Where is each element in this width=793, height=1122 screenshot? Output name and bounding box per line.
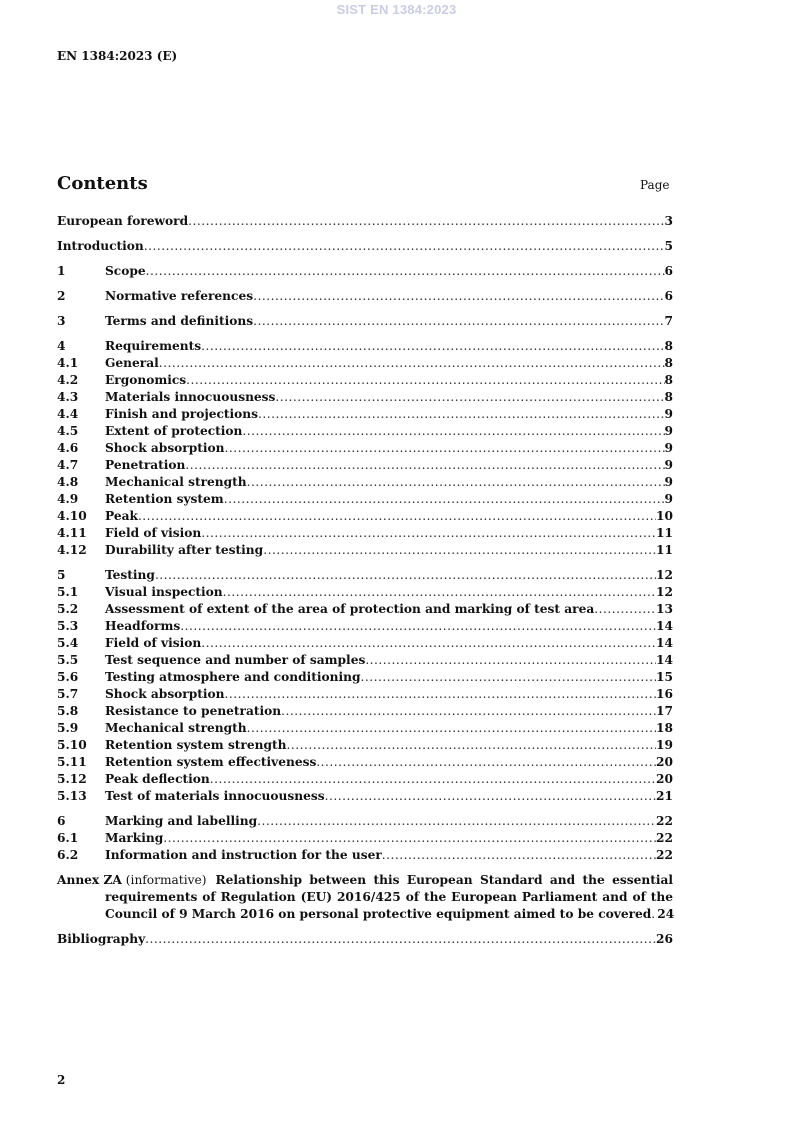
page-column-header: Page (640, 178, 670, 192)
toc-entry[interactable] (57, 720, 673, 737)
toc-entry-number: 5.5 (57, 653, 79, 667)
annex-informative: (informative) (125, 873, 207, 887)
toc-leader-dots (382, 847, 656, 864)
toc-entry-page: 22 (656, 848, 673, 862)
toc-entry[interactable] (57, 525, 673, 542)
toc-leader-dots (275, 389, 664, 406)
toc-leader-dots (223, 584, 656, 601)
toc-entry[interactable] (57, 584, 673, 601)
toc-leader-dots (325, 788, 656, 805)
toc-leader-dots (365, 652, 656, 669)
toc-entry-page: 9 (664, 407, 673, 421)
toc-entry-number: 4 (57, 339, 66, 353)
toc-leader-dots (281, 703, 656, 720)
toc-entry[interactable] (57, 213, 673, 230)
toc-entry[interactable] (57, 440, 673, 457)
toc-entry-page: 8 (664, 390, 673, 404)
toc-entry[interactable] (57, 288, 673, 305)
toc-leader-dots (159, 355, 665, 372)
toc-entry-page: 18 (656, 721, 673, 735)
toc-entry[interactable] (57, 703, 673, 720)
toc-leader-dots (224, 491, 665, 508)
toc-entry-title: Requirements (105, 339, 202, 353)
toc-entry-number: 5.6 (57, 670, 79, 684)
toc-entry-title: Peak deflection (105, 772, 210, 786)
toc-entry-title: Finish and projections (105, 407, 259, 421)
toc-entry-number: 5.3 (57, 619, 79, 633)
toc-leader-dots (253, 313, 664, 330)
toc-leader-dots (594, 601, 656, 618)
toc-entry-number: 6 (57, 814, 66, 828)
toc-entry-page: 20 (656, 755, 673, 769)
toc-entry-number: 5.11 (57, 755, 87, 769)
toc-entry[interactable] (57, 669, 673, 686)
toc-entry-page: 20 (656, 772, 673, 786)
toc-entry[interactable] (57, 652, 673, 669)
toc-entry-page: 21 (656, 789, 673, 803)
toc-entry-page: 9 (664, 475, 673, 489)
toc-entry-page: 19 (656, 738, 673, 752)
toc-entry-page: 10 (656, 509, 673, 523)
toc-entry-title: Penetration (105, 458, 186, 472)
toc-entry[interactable] (57, 313, 673, 330)
toc-entry[interactable] (57, 338, 673, 355)
toc-entry-title: Mechanical strength (105, 721, 247, 735)
toc-entry-title: Peak (105, 509, 138, 523)
toc-entry-title: Retention system (105, 492, 224, 506)
toc-leader-dots (247, 474, 665, 491)
toc-entry-title: Normative references (105, 289, 254, 303)
toc-entry-title: Durability after testing (105, 543, 264, 557)
toc-leader-dots (242, 423, 664, 440)
toc-entry-number: 1 (57, 264, 66, 278)
toc-entry-title: Resistance to penetration (105, 704, 282, 718)
toc-entry-page: 11 (656, 526, 673, 540)
toc-entry[interactable] (57, 389, 673, 406)
toc-entry-number: 4.4 (57, 407, 79, 421)
toc-entry-number: 4.7 (57, 458, 79, 472)
toc-entry[interactable] (57, 601, 673, 618)
toc-entry-title: Test sequence and number of samples (105, 653, 366, 667)
toc-entry-number: 4.8 (57, 475, 79, 489)
toc-leader-dots (163, 830, 656, 847)
toc-entry-page: 11 (656, 543, 673, 557)
toc-entry-page: 9 (664, 492, 673, 506)
toc-entry-number: 5.2 (57, 602, 79, 616)
toc-entry[interactable] (57, 567, 673, 584)
toc-entry-number: 4.3 (57, 390, 79, 404)
toc-entry-page: 16 (656, 687, 673, 701)
toc-entry-title: Testing (105, 568, 155, 582)
toc-entry-page: 14 (656, 619, 673, 633)
toc-leader-dots (188, 213, 664, 230)
toc-entry-title: Field of vision (105, 526, 202, 540)
toc-entry-number: 6.1 (57, 831, 79, 845)
toc-leader-dots (180, 618, 656, 635)
toc-leader-dots (287, 737, 657, 754)
toc-entry-page: 9 (664, 458, 673, 472)
toc-leader-dots (201, 338, 664, 355)
toc-entry-title: Marking (105, 831, 164, 845)
toc-entry-page: 22 (656, 831, 673, 845)
toc-leader-dots (186, 372, 664, 389)
toc-entry-title: Mechanical strength (105, 475, 247, 489)
toc-entry-title: Assessment of extent of the area of protection and marking of test area (105, 602, 595, 616)
toc-entry-page: 8 (664, 339, 673, 353)
toc-entry[interactable] (57, 737, 673, 754)
toc-entry-number: 4.2 (57, 373, 79, 387)
toc-entry-number: 5.4 (57, 636, 79, 650)
toc-entry-number: 2 (57, 289, 66, 303)
toc-entry-number: 4.5 (57, 424, 79, 438)
toc-entry[interactable] (57, 542, 673, 559)
toc-leader-dots (257, 813, 656, 830)
table-of-contents (57, 213, 673, 948)
toc-entry-page: 13 (656, 602, 673, 616)
toc-bibliography-entry[interactable] (57, 931, 673, 948)
toc-leader-dots (138, 508, 656, 525)
toc-entry[interactable] (57, 813, 673, 830)
toc-leader-dots (155, 567, 656, 584)
toc-entry-number: 5.12 (57, 772, 87, 786)
toc-entry-page: 9 (664, 441, 673, 455)
toc-leader-dots (225, 686, 657, 703)
toc-entry[interactable] (57, 491, 673, 508)
toc-leader-dots (253, 288, 664, 305)
annex-title-line-2: requirements of Regulation (EU) 2016/425 of the European Parliament and of the (105, 890, 673, 904)
toc-entry-number: 5.9 (57, 721, 79, 735)
toc-entry[interactable] (57, 754, 673, 771)
toc-entry[interactable] (57, 635, 673, 652)
toc-entry[interactable] (57, 263, 673, 280)
toc-entry[interactable] (57, 847, 673, 864)
toc-entry-page: 14 (656, 636, 673, 650)
bibliography-title: Bibliography (57, 932, 146, 946)
toc-entry-page: 14 (656, 653, 673, 667)
toc-leader-dots (201, 525, 656, 542)
toc-entry[interactable] (57, 771, 673, 788)
toc-entry[interactable] (57, 686, 673, 703)
toc-leader-dots (360, 669, 656, 686)
toc-entry-page: 9 (664, 424, 673, 438)
toc-entry-number: 4.12 (57, 543, 87, 557)
toc-entry-number: 4.6 (57, 441, 79, 455)
toc-entry[interactable] (57, 238, 673, 255)
toc-entry-title: Shock absorption (105, 687, 225, 701)
toc-entry-title: Test of materials innocuousness (105, 789, 325, 803)
toc-entry[interactable] (57, 423, 673, 440)
toc-entry-page: 6 (664, 264, 673, 278)
annex-title-line-3: Council of 9 March 2016 on personal protective equipment aimed to be covered (105, 907, 652, 921)
toc-entry-title: Testing atmosphere and conditioning (105, 670, 361, 684)
annex-page: 24 (657, 907, 675, 921)
toc-leader-dots (185, 457, 664, 474)
toc-entry[interactable] (57, 457, 673, 474)
toc-entry-title: Retention system strength (105, 738, 287, 752)
toc-entry-title: Information and instruction for the user (105, 848, 382, 862)
toc-entry-title: Field of vision (105, 636, 202, 650)
contents-title: Contents (57, 173, 148, 194)
toc-entry[interactable] (57, 474, 673, 491)
toc-entry-title: Retention system effectiveness (105, 755, 317, 769)
toc-entry-number: 6.2 (57, 848, 79, 862)
toc-entry-title: Marking and labelling (105, 814, 258, 828)
toc-entry-number: 4.11 (57, 526, 87, 540)
toc-entry-number: 4.10 (57, 509, 87, 523)
toc-entry-number: 5.10 (57, 738, 87, 752)
toc-annex-entry[interactable] (57, 872, 673, 923)
toc-entry-number: 5.8 (57, 704, 79, 718)
toc-entry-title: Introduction (57, 239, 144, 253)
toc-entry[interactable] (57, 372, 673, 389)
toc-leader-dots (145, 931, 656, 948)
toc-entry-number: 5 (57, 568, 66, 582)
toc-leader-dots (210, 771, 656, 788)
toc-entry-page: 8 (664, 373, 673, 387)
page-number: 2 (57, 1073, 66, 1087)
toc-entry-page: 6 (664, 289, 673, 303)
bibliography-page: 26 (656, 932, 673, 946)
toc-entry-title: Extent of protection (105, 424, 243, 438)
toc-entries (57, 213, 673, 864)
toc-entry-page: 12 (656, 568, 673, 582)
toc-entry-title: Ergonomics (105, 373, 187, 387)
toc-entry-title: European foreword (57, 214, 189, 228)
toc-entry-number: 5.13 (57, 789, 87, 803)
watermark: SIST EN 1384:2023 (336, 2, 457, 17)
toc-entry-title: Scope (105, 264, 146, 278)
toc-entry-page: 3 (664, 214, 673, 228)
toc-entry-number: 5.1 (57, 585, 79, 599)
toc-entry-title: General (105, 356, 159, 370)
toc-entry[interactable] (57, 788, 673, 805)
toc-leader-dots (263, 542, 656, 559)
annex-label: Annex ZA (57, 873, 122, 887)
annex-title-line-1: Relationship between this European Standard and the essential (215, 873, 673, 887)
toc-entry[interactable] (57, 618, 673, 635)
toc-entry-page: 17 (656, 704, 673, 718)
toc-entry-page: 5 (664, 239, 673, 253)
toc-entry-number: 5.7 (57, 687, 79, 701)
toc-leader-dots (146, 263, 665, 280)
toc-entry-title: Materials innocuousness (105, 390, 276, 404)
toc-leader-dots (225, 440, 665, 457)
toc-entry-page: 7 (664, 314, 673, 328)
toc-entry-title: Terms and definitions (105, 314, 254, 328)
document-id: EN 1384:2023 (E) (57, 49, 178, 63)
toc-entry-title: Headforms (105, 619, 181, 633)
toc-leader-dots (316, 754, 656, 771)
toc-entry-title: Shock absorption (105, 441, 225, 455)
toc-entry-page: 8 (664, 356, 673, 370)
toc-entry-title: Visual inspection (105, 585, 223, 599)
toc-entry[interactable] (57, 508, 673, 525)
toc-entry-number: 3 (57, 314, 66, 328)
toc-entry[interactable] (57, 830, 673, 847)
toc-leader-dots (258, 406, 664, 423)
toc-leader-dots (144, 238, 665, 255)
toc-entry-number: 4.1 (57, 356, 79, 370)
toc-leader-dots (247, 720, 656, 737)
toc-entry-page: 15 (656, 670, 673, 684)
toc-entry[interactable] (57, 355, 673, 372)
toc-entry-page: 12 (656, 585, 673, 599)
toc-entry-page: 22 (656, 814, 673, 828)
toc-entry[interactable] (57, 406, 673, 423)
toc-leader-dots (201, 635, 656, 652)
toc-entry-number: 4.9 (57, 492, 79, 506)
